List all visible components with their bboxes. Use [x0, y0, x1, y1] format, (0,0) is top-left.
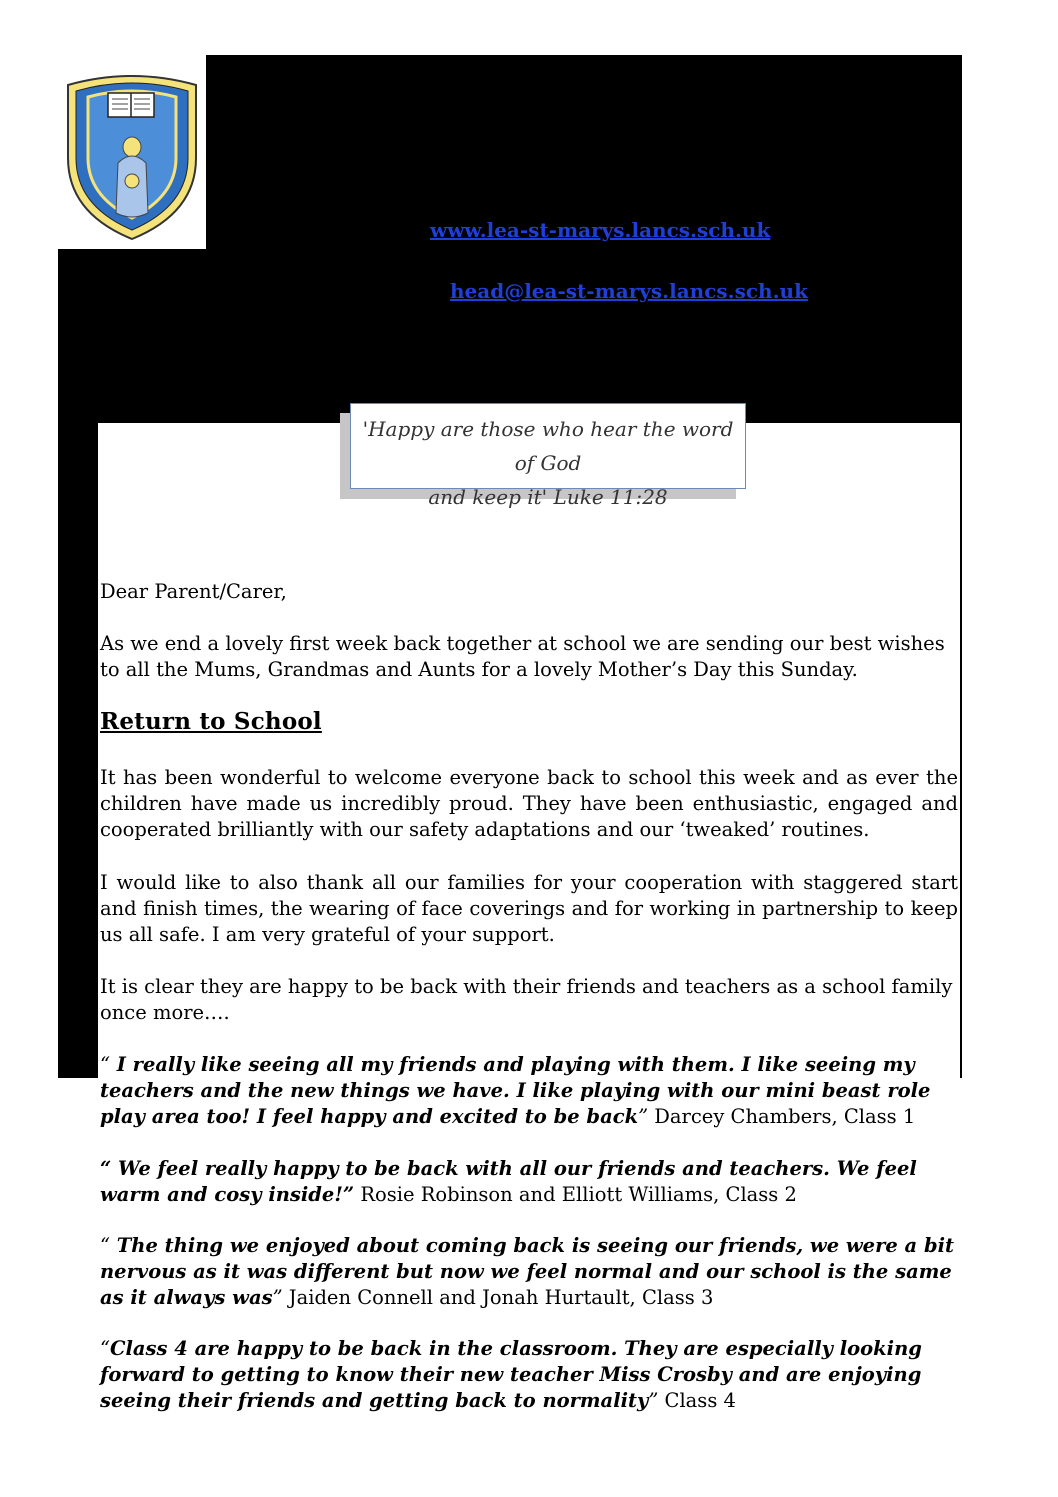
quote-text: The thing we enjoyed about coming back is seeing our friends, we were a bit nervous as it was different but now we feel normal and our school is the same as it always was	[100, 1234, 955, 1309]
paragraph-return-1: It has been wonderful to welcome everyone back to school this week and as ever the children have made us incredibly proud. They have been enthusiastic, engaged and cooperated brilliantly with our safety adaptations and our ‘tweaked’ routines.	[100, 766, 958, 841]
paragraph-return-3: It is clear they are happy to be back with their friends and teachers as a school family once more….	[100, 975, 953, 1024]
email-link[interactable]: head@lea-st-marys.lancs.sch.uk	[450, 279, 808, 303]
greeting: Dear Parent/Carer,	[100, 580, 287, 603]
paragraph-return-2: I would like to also thank all our families for your cooperation with staggered start and finish times, the wearing of face coverings and for working in partnership to keep us all safe. I am very grateful of your support.	[100, 871, 958, 946]
left-margin-bar	[58, 423, 98, 1078]
open-quote-mark: “	[100, 1234, 110, 1257]
open-quote-mark: “	[100, 1157, 112, 1180]
intro-paragraph: As we end a lovely first week back together at school we are sending our best wishes to all the Mums, Grandmas and Aunts for a lovely Mother’s Day this Sunday.	[100, 632, 945, 681]
school-crest-icon	[60, 63, 204, 243]
pupil-quote-4	[100, 1336, 958, 1414]
scripture-quote-box	[350, 403, 746, 509]
quote-line-1: 'Happy are those who hear the word of God	[362, 417, 734, 475]
quote-text: We feel really happy to be back with all our friends and teachers. We feel warm and cosy inside!	[100, 1157, 917, 1206]
quote-attribution: Jaiden Connell and Jonah Hurtault, Class 3	[282, 1286, 714, 1309]
quote-text: Class 4 are happy to be back in the classroom. They are especially looking forward to getting to know their new teacher Miss Crosby and are enjoying seeing their friends and getting back to normality	[100, 1337, 922, 1412]
quote-attribution: Rosie Robinson and Elliott Williams, Class 2	[354, 1183, 797, 1206]
open-quote-mark: “	[100, 1337, 110, 1360]
school-logo	[58, 55, 206, 249]
close-quote-mark: ”	[342, 1183, 355, 1206]
header-banner-left	[58, 248, 208, 423]
pupil-quote-2	[100, 1156, 958, 1208]
right-margin-rule	[960, 423, 962, 1078]
quote-attribution: Class 4	[658, 1389, 736, 1412]
quote-line-2: and keep it' Luke 11:28	[428, 485, 668, 509]
pupil-quote-3	[100, 1233, 958, 1311]
close-quote-mark: ”	[638, 1105, 649, 1128]
open-quote-mark: “	[100, 1053, 110, 1076]
section-title: Return to School	[100, 708, 322, 735]
close-quote-mark: ”	[272, 1286, 283, 1309]
quote-attribution: Darcey Chambers, Class 1	[648, 1105, 916, 1128]
close-quote-mark: ”	[648, 1389, 659, 1412]
quote-text: I really like seeing all my friends and playing with them. I like seeing my teachers and the new things we have. I like playing with our mini beast role play area too! I feel happy and excited to be back	[100, 1053, 931, 1128]
pupil-quote-1	[100, 1052, 958, 1130]
website-link[interactable]: www.lea-st-marys.lancs.sch.uk	[430, 218, 771, 242]
